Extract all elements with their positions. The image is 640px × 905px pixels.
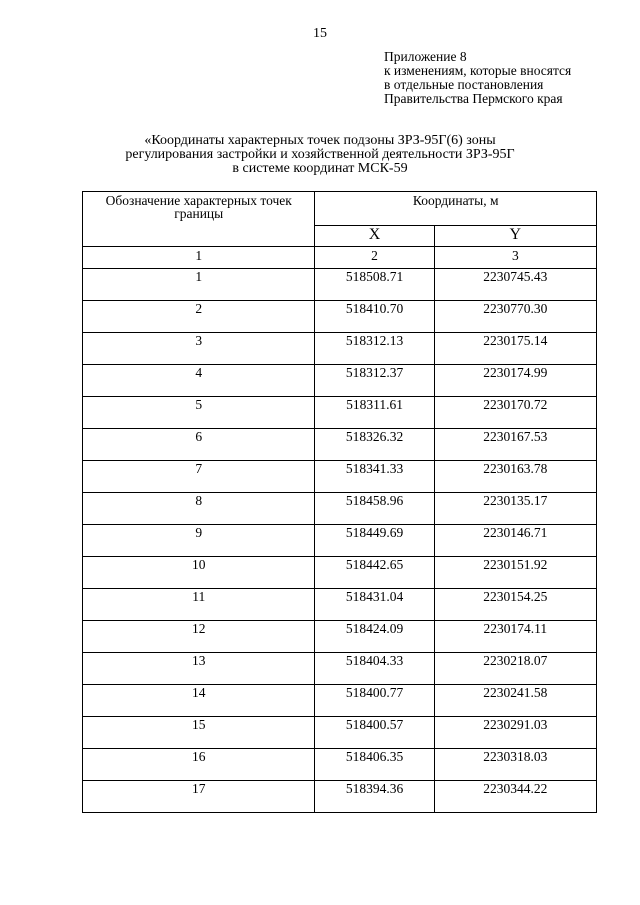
point-cell: 17 bbox=[83, 781, 315, 813]
y-coordinate-cell: 2230163.78 bbox=[434, 461, 596, 493]
table-row bbox=[83, 365, 597, 397]
appendix-line-1: Приложение 8 bbox=[384, 49, 467, 64]
x-coordinate-cell: 518404.33 bbox=[315, 653, 434, 685]
x-coordinate-cell: 518442.65 bbox=[315, 557, 434, 589]
table-row bbox=[83, 653, 597, 685]
x-coordinate-cell: 518458.96 bbox=[315, 493, 434, 525]
table-row bbox=[83, 397, 597, 429]
header-y: Y bbox=[434, 226, 596, 247]
table-row bbox=[83, 493, 597, 525]
x-coordinate-cell: 518394.36 bbox=[315, 781, 434, 813]
table-row bbox=[83, 269, 597, 301]
point-cell: 9 bbox=[83, 525, 315, 557]
coordinates-table bbox=[82, 191, 597, 813]
column-number: 3 bbox=[434, 247, 596, 269]
y-coordinate-cell: 2230174.11 bbox=[434, 621, 596, 653]
x-coordinate-cell: 518312.13 bbox=[315, 333, 434, 365]
point-cell: 11 bbox=[83, 589, 315, 621]
table-row bbox=[83, 621, 597, 653]
point-cell: 6 bbox=[83, 429, 315, 461]
table-row bbox=[83, 333, 597, 365]
appendix-line-4: Правительства Пермского края bbox=[384, 91, 563, 106]
point-cell: 10 bbox=[83, 557, 315, 589]
point-cell: 13 bbox=[83, 653, 315, 685]
title-line-2: регулирования застройки и хозяйственной деятельности ЗРЗ-95Г bbox=[125, 147, 515, 162]
x-coordinate-cell: 518410.70 bbox=[315, 301, 434, 333]
x-coordinate-cell: 518449.69 bbox=[315, 525, 434, 557]
y-coordinate-cell: 2230770.30 bbox=[434, 301, 596, 333]
point-cell: 14 bbox=[83, 685, 315, 717]
point-cell: 1 bbox=[83, 269, 315, 301]
y-coordinate-cell: 2230175.14 bbox=[434, 333, 596, 365]
table-row bbox=[83, 781, 597, 813]
x-coordinate-cell: 518508.71 bbox=[315, 269, 434, 301]
table-row bbox=[83, 685, 597, 717]
table-row bbox=[83, 557, 597, 589]
table-row bbox=[83, 461, 597, 493]
x-coordinate-cell: 518431.04 bbox=[315, 589, 434, 621]
header-points: Обозначение характерных точек границы bbox=[83, 192, 315, 247]
point-cell: 2 bbox=[83, 301, 315, 333]
y-coordinate-cell: 2230154.25 bbox=[434, 589, 596, 621]
point-cell: 7 bbox=[83, 461, 315, 493]
x-coordinate-cell: 518311.61 bbox=[315, 397, 434, 429]
x-coordinate-cell: 518400.57 bbox=[315, 717, 434, 749]
x-coordinate-cell: 518424.09 bbox=[315, 621, 434, 653]
y-coordinate-cell: 2230135.17 bbox=[434, 493, 596, 525]
title-line-1: «Координаты характерных точек подзоны ЗРЗ-95Г(6) зоны bbox=[144, 133, 496, 148]
point-cell: 5 bbox=[83, 397, 315, 429]
point-cell: 16 bbox=[83, 749, 315, 781]
table-row bbox=[83, 717, 597, 749]
y-coordinate-cell: 2230167.53 bbox=[434, 429, 596, 461]
header-x: X bbox=[315, 226, 434, 247]
header-coordinates: Координаты, м bbox=[315, 192, 597, 226]
point-cell: 8 bbox=[83, 493, 315, 525]
table-row bbox=[83, 525, 597, 557]
point-cell: 15 bbox=[83, 717, 315, 749]
table-row bbox=[83, 301, 597, 333]
column-number: 1 bbox=[83, 247, 315, 269]
y-coordinate-cell: 2230745.43 bbox=[434, 269, 596, 301]
point-cell: 3 bbox=[83, 333, 315, 365]
document-title bbox=[60, 134, 580, 176]
y-coordinate-cell: 2230344.22 bbox=[434, 781, 596, 813]
appendix-block bbox=[384, 50, 571, 106]
y-coordinate-cell: 2230174.99 bbox=[434, 365, 596, 397]
appendix-line-3: в отдельные постановления bbox=[384, 77, 544, 92]
y-coordinate-cell: 2230146.71 bbox=[434, 525, 596, 557]
column-number: 2 bbox=[315, 247, 434, 269]
table-row bbox=[83, 749, 597, 781]
x-coordinate-cell: 518326.32 bbox=[315, 429, 434, 461]
y-coordinate-cell: 2230241.58 bbox=[434, 685, 596, 717]
x-coordinate-cell: 518400.77 bbox=[315, 685, 434, 717]
table-row bbox=[83, 429, 597, 461]
y-coordinate-cell: 2230170.72 bbox=[434, 397, 596, 429]
title-line-3: в системе координат МСК-59 bbox=[232, 161, 408, 176]
page-number: 15 bbox=[313, 26, 327, 41]
table-row bbox=[83, 589, 597, 621]
x-coordinate-cell: 518406.35 bbox=[315, 749, 434, 781]
y-coordinate-cell: 2230318.03 bbox=[434, 749, 596, 781]
x-coordinate-cell: 518341.33 bbox=[315, 461, 434, 493]
y-coordinate-cell: 2230151.92 bbox=[434, 557, 596, 589]
point-cell: 12 bbox=[83, 621, 315, 653]
y-coordinate-cell: 2230218.07 bbox=[434, 653, 596, 685]
x-coordinate-cell: 518312.37 bbox=[315, 365, 434, 397]
y-coordinate-cell: 2230291.03 bbox=[434, 717, 596, 749]
point-cell: 4 bbox=[83, 365, 315, 397]
appendix-line-2: к изменениям, которые вносятся bbox=[384, 63, 572, 78]
